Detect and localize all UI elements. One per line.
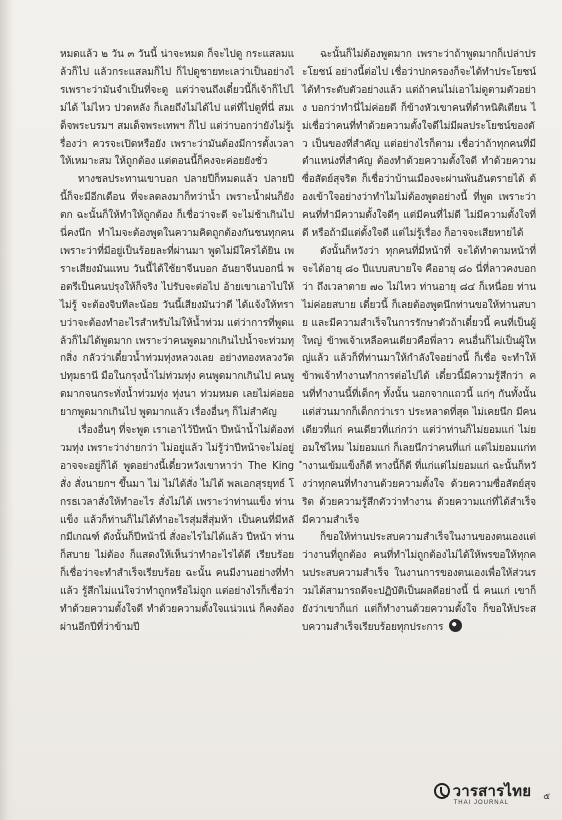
brand-subtitle: THAI JOURNAL	[453, 800, 509, 806]
page-spine-shadow	[0, 0, 14, 820]
paragraph-text: ก็ขอให้ท่านประสบความสำเร็จในงานของตนเองแต่ว่างานที่ถูกต้อง คนที่ทำไม่ถูกต้องไม่ได้ให้พรขอให้ทุกคนประสบความสำเร็จ ในงานการของตนเองเพื่อให้ส่วนรวมได้สามารถดีจะปฏิบัติเป็นผลดีอย่างนี้ นี่ คนแก่ เขาก็ยังว่าเขาก็แก่ แต่ก็ทำงานด้วยความตั้งใจ ก็ขอให้ประสบความสำเร็จเรียบร้อยทุกประการ	[302, 532, 536, 633]
paragraph: ดังนั้นก็หวังว่า ทุกคนที่มีหน้าที่ จะได้ทำตามหน้าที่ จะได้อายุ ๘๐ ปีแบบสบายใจ คืออายุ ๘๐ นี่ที่ลาวคงบอกว่า ถึงเวลาตาย ๗๐ ไม่ไหว ท่านอายุ ๘๔ ก็เหนื่อย ท่านไม่ค่อยสบาย เดี๋ยวนี้ ก็เลยต้องพูดนึกท่านขอให้ท่านสบาย และมีความสำเร็จในการรักษาตัวถ้าเดี๋ยวนี้ คนที่เป็นผู้ใหญ่ ข้าพเจ้าเหลือคนเดียวคือพี่ลาว คนอื่นก็ไม่เป็นผู้ใหญ่แล้ว แล้วก็ที่ท่านมาให้กำลังใจอย่างนี้ ก็เชื่อ จะทำให้ข้าพเจ้าทำงานทำการต่อไปได้ เดี๋ยวนี้มีความรู้สึกว่า คนที่ทำงานนี้ที่เด็กๆ ทั้งนั้น นอกจากแถวนี้ แก่ๆ กันทั้งนั้น แต่ส่วนมากก็เด็กกว่าเรา ประหลาดที่สุด ไม่เคยนึก มีคนเดียวที่แก่ คนเดียวที่แก่กว่า แต่ว่าท่านก็ไม่ยอมแก่ ไม่ยอมใช่ไหม ไม่ยอมแก่ ก็เลยนึกว่าคนที่แก่ แต่ไม่ยอมแก่ทำงานเข้มแข็งก็ดี ทางนี้ก็ดี ที่แก่แต่ไม่ยอมแก่ ฉะนั้นก็หวังว่าทุกคนที่ทำงานด้วยความตั้งใจ ด้วยความซื่อสัตย์สุจริต ด้วยความรู้สึกตัวว่าทำงาน ด้วยความแก่ที่ได้สำเร็จ มีความสำเร็จ	[302, 245, 536, 526]
end-of-article-icon	[449, 619, 462, 632]
paragraph-last	[302, 529, 536, 636]
brand-name: วารสารไทย	[452, 782, 532, 800]
left-text-column	[60, 46, 294, 637]
right-text-column	[302, 46, 536, 637]
journal-logo-icon	[434, 783, 450, 799]
brand-row	[434, 783, 532, 799]
paragraph: เรื่องอื่นๆ ที่จะพูด เราเอาไว้ปีหน้า ปีหน้าน้ำไม่ต้องท่วมทุ่ง เพราะว่าง่ายกว่า ไม่อยู่แล้ว ไม่รู้ว่าปีหน้าจะไม่อยู่ อาจจะอยู่ก็ได้ พูดอย่างนี้เดี๋ยวหวังเขาหาว่า The King สั่ง สั่งนายกฯ ขึ้นมา ไม่ ไม่ได้สั่ง ไม่ได้ พลเอกสุรยุทธ์ โกรธเวลาสั่งให้ทำอะไร สั่งไม่ได้ เพราะว่าท่านแข็ง ท่านแข็ง แล้วก็ท่านก็ไม่ได้ทำอะไรสุ่มสี่สุ่มห้า เป็นคนที่มีหลักมีเกณฑ์ ดังนั้นก็ปีหน้านี่ สั่งอะไรไม่ได้แล้ว ปีหน้า ท่านก็สบาย ไม่ต้อง ก็แสดงให้เห็นว่าทำอะไรได้ดี เรียบร้อย ก็เชื่อว่าจะทำสำเร็จเรียบร้อย ฉะนั้น คนมีงานอย่างที่ทำแล้ว รู้สึกไม่แน่ใจว่าทำถูกหรือไม่ถูก แต่อย่างไรก็เชื่อว่าทำด้วยความตั้งใจดี ทำด้วยความตั้งใจแน่วแน่ ก็คงต้องผ่านอีกปีที่ว่าข้ามปี	[60, 425, 294, 633]
page-footer	[434, 783, 550, 806]
paragraph: ฉะนั้นก็ไม่ต้องพูดมาก เพราะว่าถ้าพูดมากก็เปล่าประโยชน์ อย่างนี้ต่อไป เชื่อว่าปกครองก็จะได้ทำประโยชน์ได้ทำระดับตัวอย่างแล้ว แต่ถ้าคนไม่เอาไม่ดูตามตัวอย่าง บอกว่าทำนี่ไม่ค่อยดี ก็ข้างหัวเขาคนที่ตำหนิติเตียน ไม่เชื่อว่าคนที่ทำด้วยความตั้งใจดีไม่มีผลประโยชน์ของตัว เป็นของที่สำคัญ แต่อย่างไรก็ตาม เชื่อว่าถ้าทุกคนที่มีตำแหน่งที่สำคัญ ต้องทำด้วยความตั้งใจดี ทำด้วยความซื่อสัตย์สุจริต ก็เชื่อว่าบ้านเมืองจะผ่านพ้นอันตรายได้ ต้องเข้าใจอย่างว่าทำไมไม่ต้องพูดอย่างนี้ ที่พูด เพราะว่าคนที่ทำมีความตั้งใจดีๆ แต่มีคนที่ไม่ดี ไม่มีความตั้งใจที่ดี หรือถ้ามีแต่ตั้งใจดี แต่ไม่รู้เรื่อง ก็อาจจะเสียหายได้	[302, 49, 536, 240]
journal-brand	[434, 783, 532, 806]
paragraph: หมดแล้ว ๒ วัน ๓ วันนี้ น่าจะหมด ก็จะไปดู กระแสลมแล้วก็ไป แล้วกระแสลมก็ไป ก็ไปดูชายทะเลว่าเป็นอย่างไรเพราะว่ามันจำเป็นที่จะดู แต่ว่าจนถึงเดี๋ยวนี้ก็เจ้าก็ไปไม่ได้ ไม่ไหว ปวดหลัง ก็เลยถึงไม่ได้ไป แต่ที่ไปดูที่นี่ สมเด็จพระบรมฯ สมเด็จพระเทพฯ ก็ไป แต่ว่าบอกว่ายังไม่รู้เรื่องว่า ควรจะเปิดหรือยัง เพราะว่ามันต้องมีการตั้งเวลาให้เหมาะสม ให้ถูกต้อง แต่ตอนนี้ก็คงจะค่อยยังชั่ว	[60, 49, 294, 168]
paragraph: ทางชลประทานเขาบอก ปลายปีก็หมดแล้ว ปลายปีนี้ก็จะมีอีกเดือน ที่จะลดลงมาก็ทว่าน้ำ เพราะน้ำฝนก็ยังตก ฉะนั้นก็ให้ทำให้ถูกต้อง ก็เชื่อว่าจะดี จะไม่ช้าเกินไป นี่คงนึก ทำไมจะต้องพูดในความคิดถูกต้องกันชนทุกคน เพราะว่าที่มีอยู่เป็นร้อยละที่ผ่านมา พูดไม่มีใครได้ยิน เพราะเสียงมันแหบ วันนี้ได้ใช้ยาจีนบอก อันยาจีนบอกนี่ พอตรีเป็นคนปรุงให้ก็จริง ไปรับจะต่อไป อ้ายเขาเอาไปให้ ไม่รู้ จะต้องจิบทีละน้อย วันนี้เสียงมันว่าดี ได้แจ้งให้ทราบว่าจะต้องทำอะไรสำหรับไม่ให้น้ำท่วม แต่ว่าการที่พูดแล้วก็ไม่ได้พูดมาก เพราะว่าคนพูดมากเกินไปน้ำจะท่วมทุกสิ่ง กลัวว่าเดี๋ยวน้ำท่วมทุ่งหลวงเลย อย่างทองหลวงวัดปทุมธานี มือในกรุงน้ำไม่ท่วมทุ่ง คนพูดมากเกินไป คนพูดมากจนกระทั่งน้ำท่วมทุ่ง ทุ่งนา ท่วมหมด เลยไม่ค่อยอยากพูดมากเกินไป พูดมากแล้ว เรื่องอื่นๆ ก็ไม่สำคัญ	[60, 174, 294, 419]
page-number: ๕	[543, 791, 550, 801]
